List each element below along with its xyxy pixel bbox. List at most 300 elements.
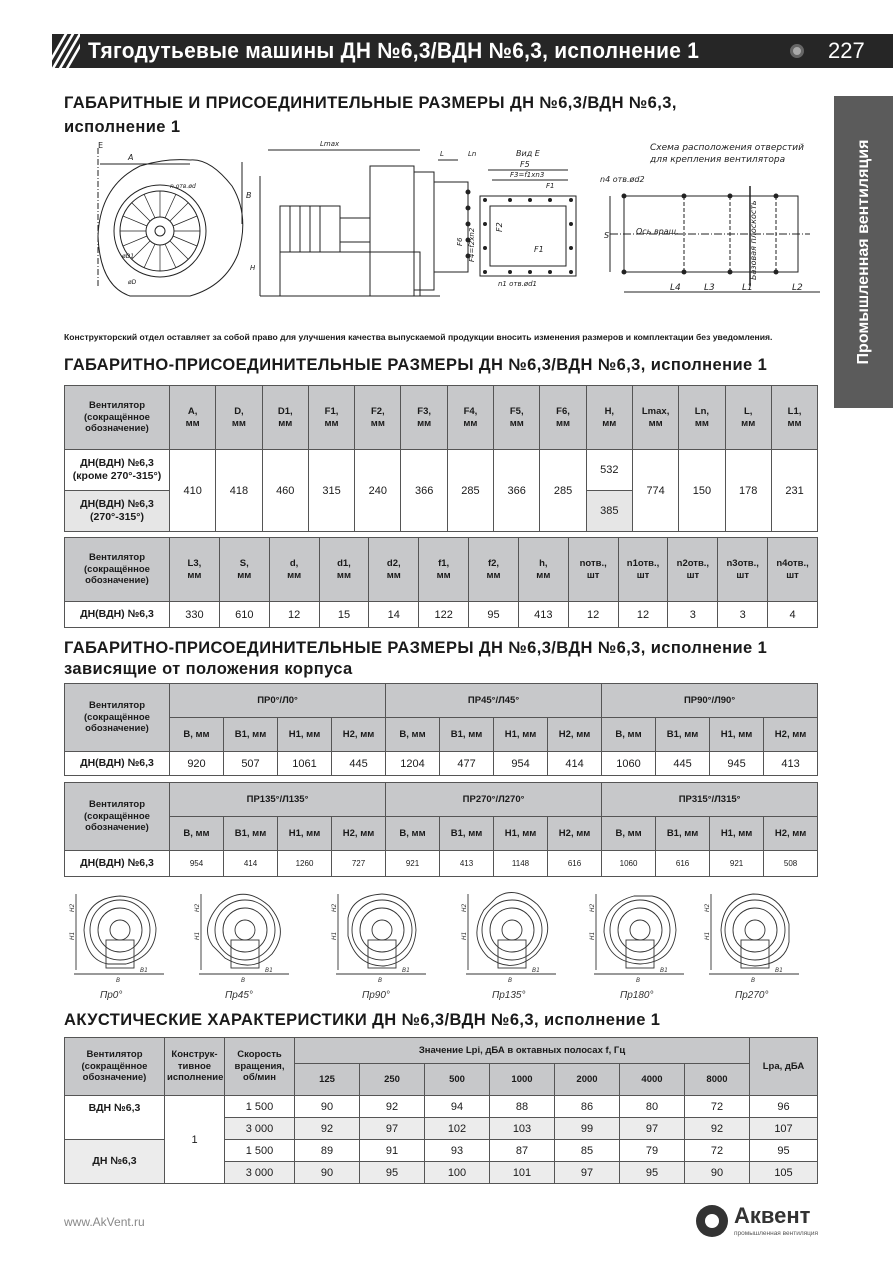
row-label: ДН(ВДН) №6,3: [65, 752, 170, 776]
view-e-drawing: [456, 149, 576, 288]
table-cell: 954: [170, 851, 224, 877]
table-row: [65, 602, 818, 628]
dim-label-b: B: [751, 977, 756, 984]
table3-group-row: [65, 684, 818, 718]
dim-label-b: B: [508, 977, 513, 984]
dim-lmax: Lmax: [320, 140, 340, 148]
table-cell: 921: [386, 851, 440, 877]
dim-f6: F6: [456, 237, 464, 246]
bullet-icon: [790, 44, 804, 58]
table3-subheader: H1, мм: [278, 718, 332, 752]
dim-l1: L1: [742, 283, 753, 293]
position-caption: Пр45°: [225, 990, 253, 1001]
header-stripes: [52, 34, 80, 68]
table-cell: 95: [469, 602, 519, 628]
table-cell: 477: [440, 752, 494, 776]
table-cell: 1204: [386, 752, 440, 776]
table-cell: 90: [685, 1162, 750, 1184]
fan-drawings: [60, 136, 830, 328]
table3-subheader: B, мм: [602, 718, 656, 752]
table-cell: 774: [632, 450, 678, 532]
side-tab: [834, 96, 893, 408]
table-cell: 72: [685, 1140, 750, 1162]
fan-ring: [215, 900, 275, 960]
dim-label-h1: H1: [704, 931, 711, 940]
row-label: ДН(ВДН) №6,3: [65, 602, 170, 628]
table-cell: 285: [447, 450, 493, 532]
table-cell: 95: [620, 1162, 685, 1184]
table3-subheader: B1, мм: [656, 718, 710, 752]
table3-group-header: ПР90°/Л90°: [602, 684, 818, 718]
dim-l4: L4: [670, 283, 681, 293]
table2-header-cell: nотв., шт: [568, 538, 618, 602]
fan-casing: [196, 884, 295, 979]
table-cell: 150: [679, 450, 725, 532]
table-cell: 285: [540, 450, 586, 532]
table3-subheader: H2, мм: [764, 718, 818, 752]
table-cell: 97: [555, 1162, 620, 1184]
table-cell: 88: [490, 1096, 555, 1118]
table4-subheader: H2, мм: [548, 817, 602, 851]
table-cell: 102: [425, 1118, 490, 1140]
table-cell: 85: [555, 1140, 620, 1162]
table-cell: 95: [360, 1162, 425, 1184]
table2-header-row: [65, 538, 818, 602]
fan-ring: [733, 908, 777, 952]
table4-subheader: B1, мм: [440, 817, 494, 851]
table-cell: 95: [750, 1140, 818, 1162]
dim-label-b1: B1: [532, 967, 540, 974]
table-cell: 4: [768, 602, 818, 628]
table-cell: 91: [360, 1140, 425, 1162]
table2-header-cell: n1отв., шт: [618, 538, 668, 602]
fan-ring: [223, 908, 267, 952]
fan-ring: [90, 900, 150, 960]
table-cell: 99: [555, 1118, 620, 1140]
table-cell: 3: [718, 602, 768, 628]
fan-casing: [84, 896, 156, 964]
dim-f2: F2: [495, 222, 504, 232]
table-cell: 14: [369, 602, 419, 628]
table-cell: 385: [586, 491, 632, 532]
table4-subheader: B, мм: [386, 817, 440, 851]
table-cell: 107: [750, 1118, 818, 1140]
table3-subheader-row: [65, 718, 818, 752]
table-cell: 86: [555, 1096, 620, 1118]
table4-subheader: H2, мм: [332, 817, 386, 851]
table3-subheader: H1, мм: [494, 718, 548, 752]
dim-label-h2: H2: [589, 903, 596, 912]
position-caption: Пр90°: [362, 990, 390, 1001]
table1-label-header: Вентилятор (сокращённое обозначение): [65, 386, 170, 450]
dim-label-h2: H2: [704, 903, 711, 912]
table3-subheader: H1, мм: [710, 718, 764, 752]
table1-header-cell: F2, мм: [355, 386, 401, 450]
fan-casing: [463, 884, 562, 979]
dim-label-b1: B1: [265, 967, 273, 974]
dim-label-h2: H2: [461, 903, 468, 912]
dim-label-h1: H1: [461, 931, 468, 940]
table5-header-row: [65, 1038, 818, 1064]
table2-header-cell: f2, мм: [469, 538, 519, 602]
table-cell: 532: [586, 450, 632, 491]
table4-subheader: H1, мм: [710, 817, 764, 851]
table-cell: 93: [425, 1140, 490, 1162]
table-cell: 97: [620, 1118, 685, 1140]
table-cell: 1260: [278, 851, 332, 877]
table-cell: 315: [308, 450, 354, 532]
table2-header-cell: L3, мм: [170, 538, 220, 602]
row-label: ДН(ВДН) №6,3 (кроме 270°-315°): [65, 450, 170, 491]
dim-d1: øD1: [122, 253, 135, 260]
table2-header-cell: d2, мм: [369, 538, 419, 602]
dim-label-b1: B1: [660, 967, 668, 974]
table-cell: 366: [494, 450, 540, 532]
dim-l: L: [440, 150, 444, 158]
table4-subheader: H2, мм: [764, 817, 818, 851]
table-cell: 610: [219, 602, 269, 628]
table-cell: 616: [656, 851, 710, 877]
dim-label-b1: B1: [775, 967, 783, 974]
table-cell: 366: [401, 450, 447, 532]
table-cell: 96: [750, 1096, 818, 1118]
table-row: [65, 752, 818, 776]
view-e-label: Вид Е: [516, 149, 540, 158]
disclaimer-note: Конструкторский отдел оставляет за собой право для улучшения качества выпускаемой продукции вносить изменения размеров и комплектации без уведомления.: [64, 332, 773, 342]
table-cell: 920: [170, 752, 224, 776]
table-cell: 414: [548, 752, 602, 776]
fan-base: [368, 940, 396, 968]
fan-ring: [235, 920, 255, 940]
table3-subheader: B1, мм: [440, 718, 494, 752]
akvent-logo: [696, 1203, 826, 1243]
table-row: [65, 450, 818, 491]
table-cell: 1: [165, 1096, 225, 1184]
table1-header-cell: F3, мм: [401, 386, 447, 450]
table-cell: 445: [656, 752, 710, 776]
table2-header-cell: n2отв., шт: [668, 538, 718, 602]
table1-header-cell: F4, мм: [447, 386, 493, 450]
dim-n1-holes: n1 отв.ød1: [498, 280, 538, 288]
table5-band-cell: 500: [425, 1064, 490, 1096]
dim-label-h1: H1: [331, 931, 338, 940]
table4-subheader-row: [65, 817, 818, 851]
fan-casing: [348, 894, 416, 966]
dim-f3: F3=f1xn3: [510, 171, 545, 179]
table5-band-cell: 8000: [685, 1064, 750, 1096]
table-cell: 240: [355, 450, 401, 532]
table5-lpa-header: Lpa, дБА: [750, 1038, 818, 1096]
table-cell: 97: [360, 1118, 425, 1140]
table-cell: 89: [295, 1140, 360, 1162]
table-cell: 100: [425, 1162, 490, 1184]
dim-n-holes: n отв.ød: [170, 183, 196, 190]
table2-header-cell: d, мм: [269, 538, 319, 602]
table-cell: 15: [319, 602, 369, 628]
table1-header-cell: D, мм: [216, 386, 262, 450]
position-table-1: [64, 683, 818, 776]
base-plane-label: Базовая плоскость: [749, 200, 758, 280]
position-caption: Пр0°: [100, 990, 123, 1001]
table-cell: 508: [764, 851, 818, 877]
table-cell: 921: [710, 851, 764, 877]
dim-label-b: B: [116, 977, 121, 984]
logo-subtitle: промышленная вентиляция: [734, 1230, 819, 1237]
table-row: [65, 851, 818, 877]
table-cell: 90: [295, 1096, 360, 1118]
section3-title-1: ГАБАРИТНО-ПРИСОЕДИНИТЕЛЬНЫЕ РАЗМЕРЫ ДН №6,3/ВДН №6,3, исполнение 1: [64, 639, 768, 657]
dim-ln: Ln: [468, 150, 477, 158]
table-cell: 1 500: [225, 1140, 295, 1162]
table-cell: 80: [620, 1096, 685, 1118]
position-drawing-90: [326, 884, 444, 988]
fan-ring: [360, 908, 404, 952]
table3-subheader: B, мм: [386, 718, 440, 752]
fan-casing: [721, 894, 789, 966]
fan-ring: [372, 920, 392, 940]
table4-subheader: H1, мм: [494, 817, 548, 851]
holes-label: n4 отв.ød2: [600, 175, 645, 184]
table1-header-cell: L1, мм: [771, 386, 817, 450]
table1-header-cell: A, мм: [170, 386, 216, 450]
table1-header-cell: Lmax, мм: [632, 386, 678, 450]
table-cell: 90: [295, 1162, 360, 1184]
table3-subheader: H2, мм: [332, 718, 386, 752]
row-label: ДН №6,3: [65, 1140, 165, 1184]
row-label: ДН(ВДН) №6,3 (270°-315°): [65, 491, 170, 532]
table4-subheader: B, мм: [170, 817, 224, 851]
table4-subheader: B1, мм: [656, 817, 710, 851]
table1-header-cell: L, мм: [725, 386, 771, 450]
table-cell: 122: [419, 602, 469, 628]
table5-construct-header: Конструк-тивное исполнение: [165, 1038, 225, 1096]
table-cell: 414: [224, 851, 278, 877]
section3-title-2: зависящие от положения корпуса: [64, 660, 353, 678]
table-cell: 945: [710, 752, 764, 776]
table1-header-cell: F6, мм: [540, 386, 586, 450]
table-cell: 103: [490, 1118, 555, 1140]
table3-group-header: ПР45°/Л45°: [386, 684, 602, 718]
table3-subheader: B, мм: [170, 718, 224, 752]
table-cell: 231: [771, 450, 817, 532]
section1-title-2: исполнение 1: [64, 118, 181, 136]
table-cell: 178: [725, 450, 771, 532]
table5-band-cell: 4000: [620, 1064, 685, 1096]
table4-group-header: ПР135°/Л135°: [170, 783, 386, 817]
table1-header-cell: D1, мм: [262, 386, 308, 450]
table-cell: 507: [224, 752, 278, 776]
dim-label-h2: H2: [331, 903, 338, 912]
table-cell: 101: [490, 1162, 555, 1184]
position-table-2: [64, 782, 818, 877]
table-cell: 616: [548, 851, 602, 877]
dim-label-h2: H2: [194, 903, 201, 912]
table-cell: 1061: [278, 752, 332, 776]
dimensions-table-1: [64, 385, 818, 532]
table-cell: 12: [618, 602, 668, 628]
dim-d: øD: [128, 279, 137, 286]
fan-base: [741, 940, 769, 968]
dim-a: A: [128, 153, 134, 162]
table-cell: 79: [620, 1140, 685, 1162]
section4-title: АКУСТИЧЕСКИЕ ХАРАКТЕРИСТИКИ ДН №6,3/ВДН №6,3, исполнение 1: [64, 1011, 661, 1029]
table4-subheader: B, мм: [602, 817, 656, 851]
table-cell: 72: [685, 1096, 750, 1118]
table-cell: 410: [170, 450, 216, 532]
table5-label-header: Вентилятор (сокращённое обозначение): [65, 1038, 165, 1096]
table-cell: 413: [764, 752, 818, 776]
table-cell: 460: [262, 450, 308, 532]
dim-h: H: [250, 264, 256, 272]
front-view-drawing: [98, 141, 252, 296]
table-cell: 954: [494, 752, 548, 776]
side-view-drawing: [250, 140, 476, 296]
position-drawing-135: [456, 884, 574, 988]
table5-speed-header: Скорость вращения, об/мин: [225, 1038, 295, 1096]
fan-ring: [630, 920, 650, 940]
table-cell: 105: [750, 1162, 818, 1184]
table1-header-cell: F1, мм: [308, 386, 354, 450]
table4-group-header: ПР315°/Л315°: [602, 783, 818, 817]
table4-group-row: [65, 783, 818, 817]
website-link[interactable]: www.AkVent.ru: [64, 1215, 145, 1229]
table-cell: 3 000: [225, 1162, 295, 1184]
table2-header-cell: d1, мм: [319, 538, 369, 602]
fan-ring: [490, 908, 534, 952]
dim-label-h1: H1: [69, 931, 76, 940]
fan-base: [498, 940, 526, 968]
dim-f1: F1: [534, 245, 544, 254]
table-cell: 1060: [602, 851, 656, 877]
table-cell: 330: [170, 602, 220, 628]
dim-f1-top: F1: [546, 182, 555, 190]
table-cell: 1060: [602, 752, 656, 776]
table-cell: 418: [216, 450, 262, 532]
table3-group-header: ПР0°/Л0°: [170, 684, 386, 718]
table1-header-row: [65, 386, 818, 450]
table-cell: 413: [440, 851, 494, 877]
table-cell: 92: [295, 1118, 360, 1140]
dim-label-h1: H1: [589, 931, 596, 940]
table5-band-cell: 250: [360, 1064, 425, 1096]
table2-header-cell: S, мм: [219, 538, 269, 602]
fan-ring: [725, 900, 785, 960]
dim-label-h2: H2: [69, 903, 76, 912]
position-drawing-270: [699, 884, 817, 988]
table-cell: 92: [360, 1096, 425, 1118]
logo-icon: [696, 1205, 728, 1237]
table2-header-cell: n3отв., шт: [718, 538, 768, 602]
dim-s: S: [604, 231, 610, 240]
table-cell: 445: [332, 752, 386, 776]
dimensions-table-2: [64, 537, 818, 628]
table-cell: 413: [518, 602, 568, 628]
fan-ring: [502, 920, 522, 940]
table5-band-header: Значение Lpi, дБА в октавных полосах f, Гц: [295, 1038, 750, 1064]
table1-header-cell: H, мм: [586, 386, 632, 450]
row-label: ВДН №6,3: [65, 1096, 165, 1140]
table4-label-header: Вентилятор (сокращённое обозначение): [65, 783, 170, 851]
table2-header-cell: h, мм: [518, 538, 568, 602]
dim-f5: F5: [520, 160, 530, 169]
table-cell: 727: [332, 851, 386, 877]
dim-f4: F4=f2xn2: [468, 227, 476, 262]
table3-subheader: B1, мм: [224, 718, 278, 752]
dim-l3: L3: [704, 283, 715, 293]
schema-caption-1: Схема расположения отверстий: [650, 143, 804, 153]
dim-label-b: B: [378, 977, 383, 984]
dim-l2: L2: [792, 283, 803, 293]
table-cell: 12: [568, 602, 618, 628]
position-caption: Пр180°: [620, 990, 654, 1001]
table3-label-header: Вентилятор (сокращённое обозначение): [65, 684, 170, 752]
table2-header-cell: f1, мм: [419, 538, 469, 602]
table1-header-cell: Ln, мм: [679, 386, 725, 450]
fan-ring: [98, 908, 142, 952]
table3-subheader: H2, мм: [548, 718, 602, 752]
table5-band-cell: 2000: [555, 1064, 620, 1096]
fan-ring: [482, 900, 542, 960]
page-number: 227: [828, 38, 865, 63]
table-cell: 12: [269, 602, 319, 628]
dim-label-b1: B1: [402, 967, 410, 974]
position-drawings: [64, 884, 824, 1004]
dim-b: B: [246, 191, 252, 200]
table4-group-header: ПР270°/Л270°: [386, 783, 602, 817]
fan-ring: [110, 920, 130, 940]
fan-ring: [352, 900, 412, 960]
table5-band-cell: 125: [295, 1064, 360, 1096]
table-cell: 1148: [494, 851, 548, 877]
fan-ring: [610, 900, 670, 960]
table4-subheader: H1, мм: [278, 817, 332, 851]
table-cell: 3 000: [225, 1118, 295, 1140]
fan-casing: [604, 896, 676, 964]
dim-e: E: [98, 141, 104, 150]
position-drawing-0: [64, 884, 182, 988]
table2-header-cell: n4отв., шт: [768, 538, 818, 602]
table1-header-cell: F5, мм: [494, 386, 540, 450]
position-drawing-45: [189, 884, 307, 988]
table-row: [65, 1096, 818, 1118]
table5-band-cell: 1000: [490, 1064, 555, 1096]
hole-scheme-drawing: [600, 143, 820, 293]
section2-title: ГАБАРИТНО-ПРИСОЕДИНИТЕЛЬНЫЕ РАЗМЕРЫ ДН №6,3/ВДН №6,3, исполнение 1: [64, 356, 768, 374]
axis-label: Ось вращ.: [636, 227, 679, 236]
table4-subheader: B1, мм: [224, 817, 278, 851]
row-label: ДН(ВДН) №6,3: [65, 851, 170, 877]
side-tab-label: Промышленная вентиляция: [854, 139, 872, 365]
table-cell: 3: [668, 602, 718, 628]
fan-ring: [618, 908, 662, 952]
section1-title-1: ГАБАРИТНЫЕ И ПРИСОЕДИНИТЕЛЬНЫЕ РАЗМЕРЫ ДН №6,3/ВДН №6,3,: [64, 94, 677, 112]
logo-name: Аквент: [734, 1203, 811, 1228]
table2-label-header: Вентилятор (сокращённое обозначение): [65, 538, 170, 602]
position-caption: Пр270°: [735, 990, 769, 1001]
acoustic-table: [64, 1037, 818, 1184]
position-drawing-180: [584, 884, 702, 988]
dim-label-h1: H1: [194, 931, 201, 940]
dim-label-b: B: [241, 977, 246, 984]
page-title: Тягодутьевые машины ДН №6,3/ВДН №6,3, исполнение 1: [88, 38, 700, 63]
schema-caption-2: для крепления вентилятора: [650, 155, 786, 165]
dim-label-b: B: [636, 977, 641, 984]
table-cell: 94: [425, 1096, 490, 1118]
table-cell: 92: [685, 1118, 750, 1140]
table-cell: 1 500: [225, 1096, 295, 1118]
fan-ring: [745, 920, 765, 940]
table-cell: 87: [490, 1140, 555, 1162]
